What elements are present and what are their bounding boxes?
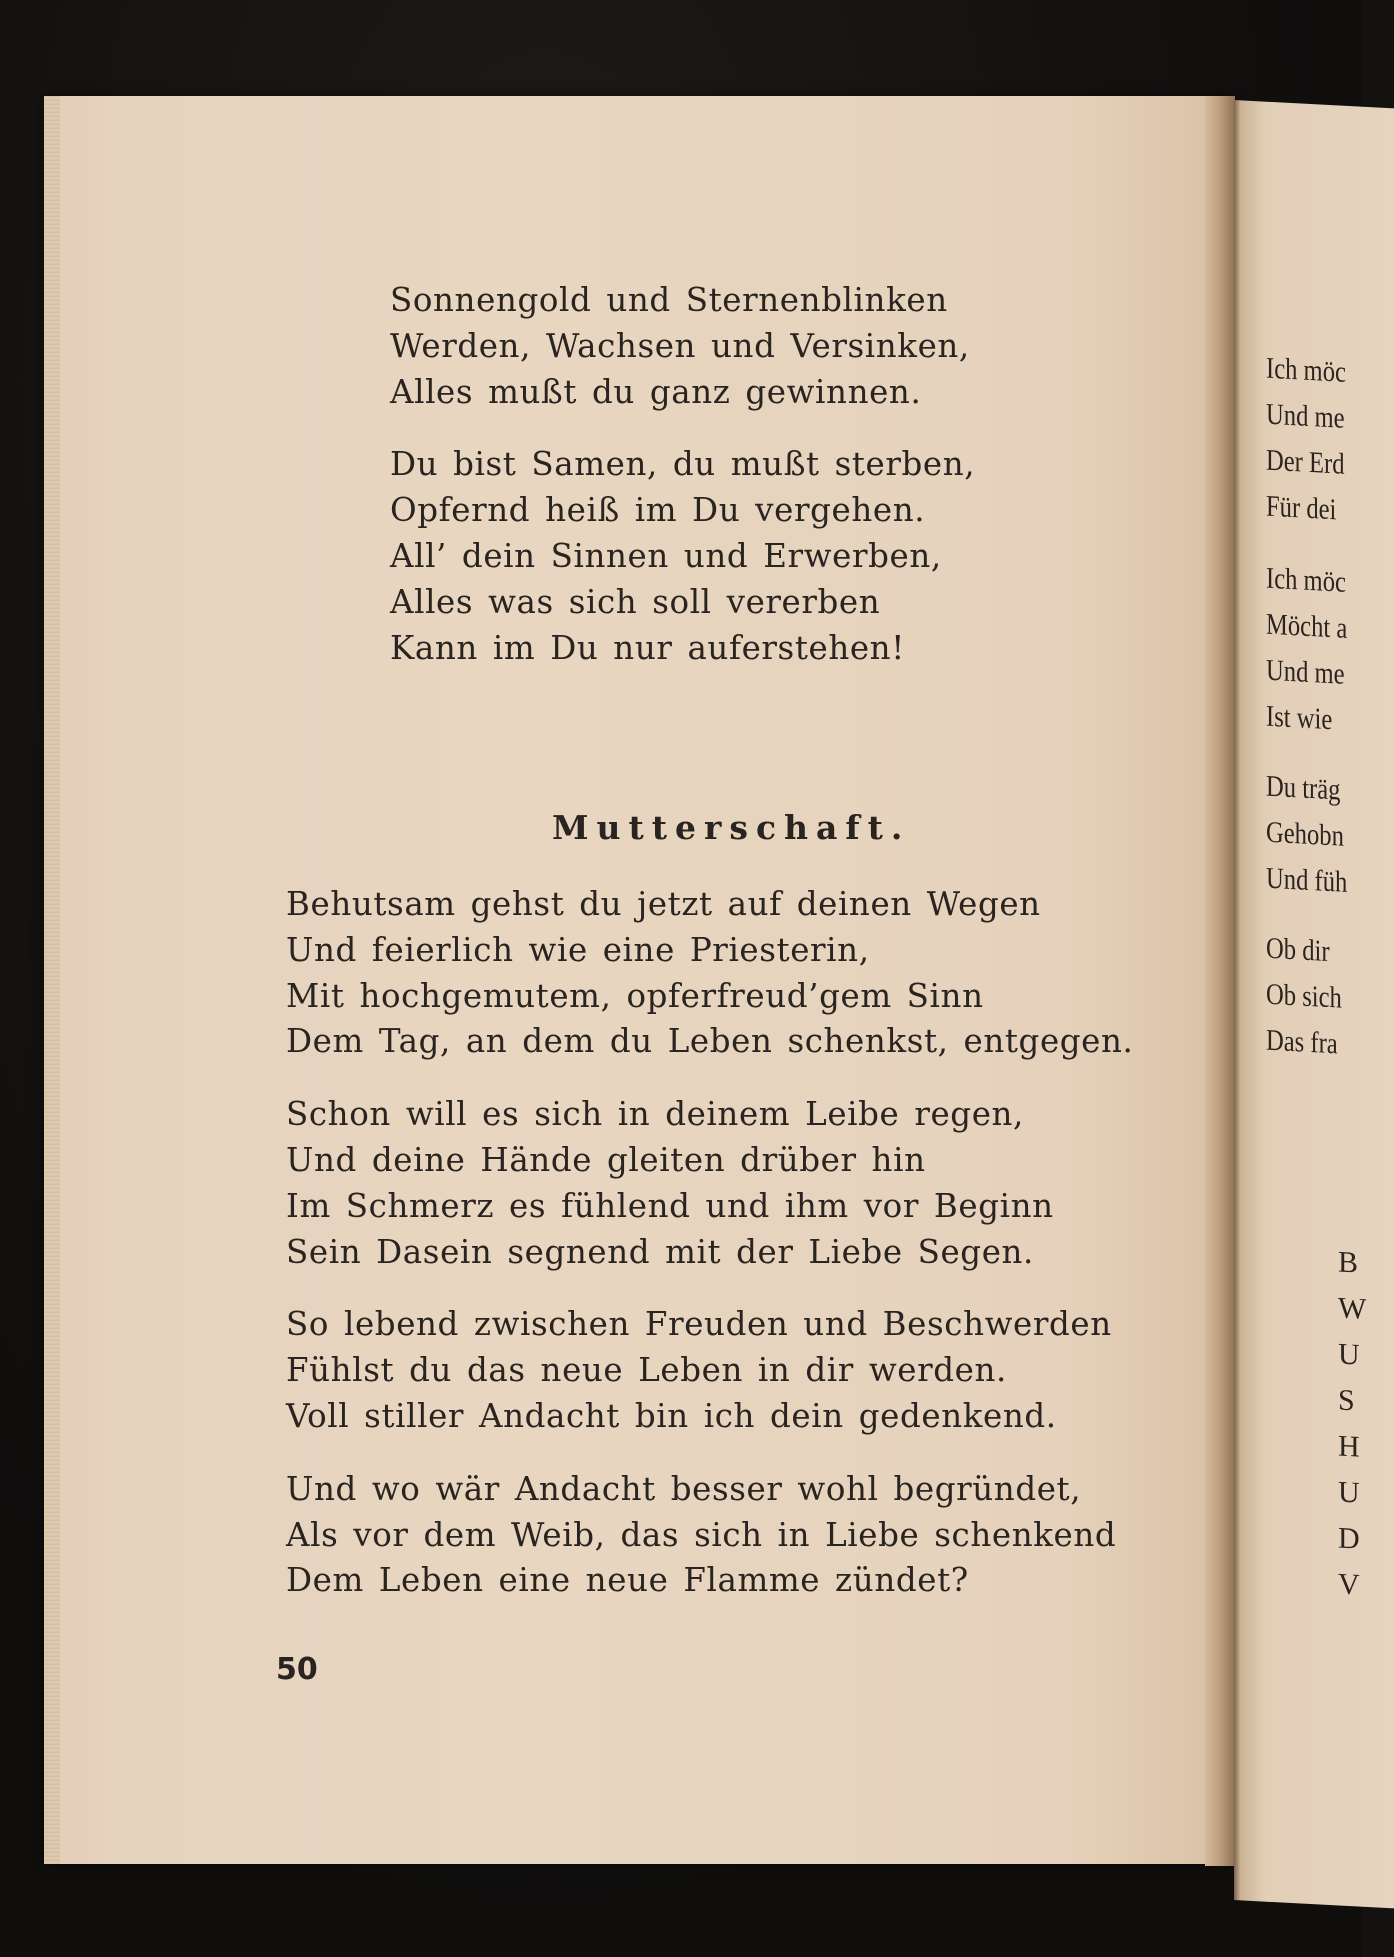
verse-line: Und feierlich wie eine Priesterin, [286, 930, 870, 969]
right-page-initial: D [1338, 1521, 1360, 1556]
poem-title: Mutterschaft. [552, 808, 911, 847]
left-page-edge [44, 96, 60, 1864]
verse-line: Werden, Wachsen und Versinken, [390, 326, 970, 365]
verse-line: Alles mußt du ganz gewinnen. [390, 372, 922, 411]
right-page-line: Und füh [1266, 861, 1348, 899]
verse-line: Und wo wär Andacht besser wohl begründet, [286, 1469, 1082, 1508]
right-page-line: Ob sich [1266, 977, 1342, 1015]
verse-line: Du bist Samen, du mußt sterben, [390, 445, 976, 484]
verse-line: Als vor dem Weib, das sich in Liebe schenkend [286, 1515, 1117, 1554]
verse-line: Mit hochgemutem, opferfreud’gem Sinn [286, 976, 984, 1015]
verse-line: Kann im Du nur auferstehen! [390, 628, 905, 667]
right-page-initial: V [1338, 1567, 1360, 1602]
stanza [286, 1302, 1133, 1439]
stanza [286, 1092, 1133, 1275]
book-gutter [1205, 96, 1235, 1866]
right-page-initial: S [1338, 1383, 1355, 1418]
stanza [390, 442, 975, 671]
verse-line: Alles was sich soll vererben [390, 582, 881, 621]
verse-line: Und deine Hände gleiten drüber hin [286, 1140, 926, 1179]
right-page-line: Ist wie [1266, 699, 1333, 737]
right-page-line: Ich möc [1266, 351, 1346, 389]
verse-line: Im Schmerz es fühlend und ihm vor Beginn [286, 1186, 1054, 1225]
poem-continued [390, 278, 975, 698]
right-page-line: Für dei [1266, 489, 1337, 527]
right-page-line: Ob dir [1266, 931, 1330, 969]
verse-line: Behutsam gehst du jetzt auf deinen Wegen [286, 885, 1041, 923]
verse-line: Dem Leben eine neue Flamme zündet? [286, 1561, 969, 1600]
verse-line: Sonnengold und Sternenblinken [390, 281, 948, 319]
right-page-initial: H [1338, 1429, 1360, 1464]
stanza [390, 278, 975, 415]
verse-line: Opfernd heiß im Du vergehen. [390, 491, 926, 530]
verse-line: Fühlst du das neue Leben in dir werden. [286, 1351, 1007, 1390]
verse-line: All’ dein Sinnen und Erwerben, [390, 536, 942, 575]
right-page-line: Und me [1266, 397, 1345, 435]
right-page-line: Du träg [1266, 769, 1341, 807]
right-page-line: Der Erd [1266, 443, 1345, 481]
right-page-line: Möcht a [1266, 607, 1348, 645]
right-page-line: Das fra [1266, 1023, 1338, 1061]
stanza [286, 1467, 1133, 1604]
right-page-line: Und me [1266, 653, 1345, 691]
page-number: 50 [276, 1652, 318, 1687]
verse-line: Voll stiller Andacht bin ich dein gedenkend. [286, 1396, 1057, 1435]
right-page-initial: U [1338, 1337, 1360, 1372]
verse-line: Schon will es sich in deinem Leibe regen, [286, 1095, 1024, 1134]
verse-line: Dem Tag, an dem du Leben schenkst, entgegen. [286, 1022, 1134, 1061]
right-page-initial: W [1338, 1291, 1367, 1326]
right-page [1234, 100, 1394, 1908]
poem-mutterschaft [286, 882, 1133, 1631]
right-page-initial: B [1338, 1245, 1359, 1280]
right-page-initial: U [1338, 1475, 1360, 1510]
right-page-line: Ich möc [1266, 561, 1346, 599]
right-page-line: Gehobn [1266, 815, 1344, 853]
verse-line: So lebend zwischen Freuden und Beschwerden [286, 1305, 1112, 1344]
stanza [286, 882, 1133, 1065]
verse-line: Sein Dasein segnend mit der Liebe Segen. [286, 1232, 1034, 1271]
